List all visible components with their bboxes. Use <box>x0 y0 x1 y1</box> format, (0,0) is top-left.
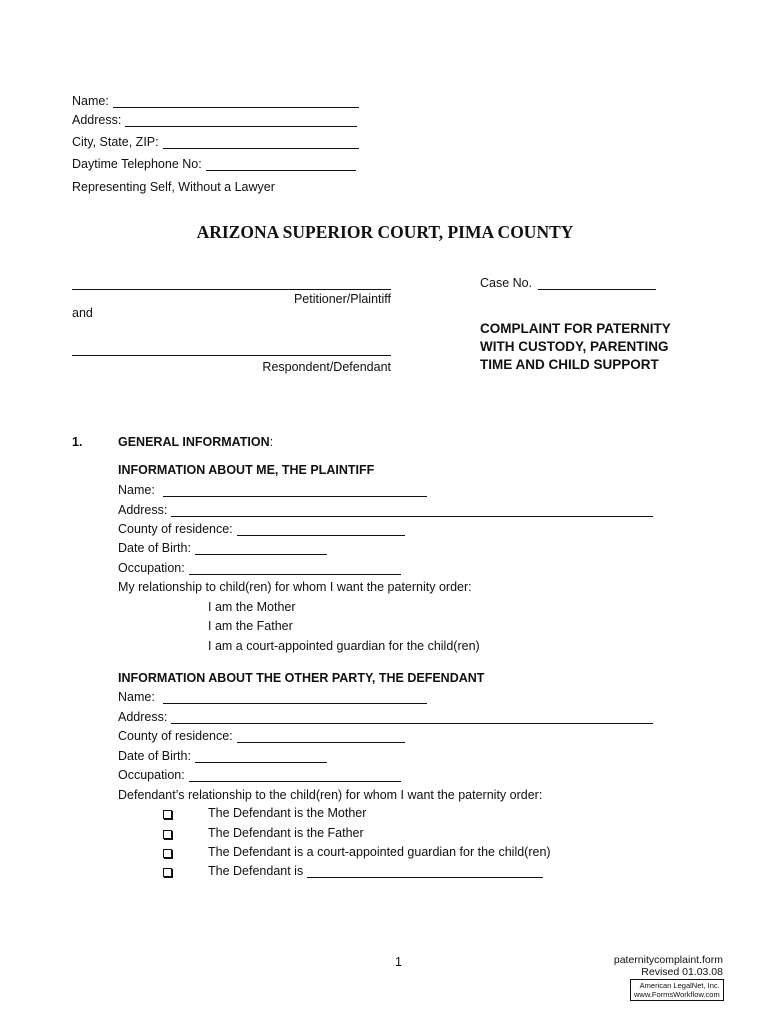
plaintiff-occupation-label: Occupation: <box>118 561 185 575</box>
header-phone-label: Daytime Telephone No: <box>72 157 202 171</box>
plaintiff-dob-line[interactable] <box>195 542 327 555</box>
respondent-line[interactable] <box>72 355 391 356</box>
defendant-name-label: Name: <box>118 690 155 704</box>
defendant-address-label: Address: <box>118 710 168 724</box>
defendant-name-field <box>118 690 427 704</box>
petitioner-label: Petitioner/Plaintiff <box>293 292 391 306</box>
section-heading-text: GENERAL INFORMATION <box>118 435 270 449</box>
defendant-option-father[interactable]: The Defendant is the Father <box>208 826 364 840</box>
plaintiff-county-label: County of residence: <box>118 522 233 536</box>
plaintiff-occupation-line[interactable] <box>189 562 401 575</box>
plaintiff-name-label: Name: <box>118 483 155 497</box>
defendant-heading: INFORMATION ABOUT THE OTHER PARTY, THE DEFENDANT <box>118 671 485 685</box>
plaintiff-option-guardian[interactable]: I am a court-appointed guardian for the child(ren) <box>208 639 480 653</box>
plaintiff-county-field <box>118 522 405 536</box>
defendant-county-line[interactable] <box>237 730 405 743</box>
defendant-dob-line[interactable] <box>195 750 327 763</box>
checkbox-defendant-mother[interactable] <box>163 810 172 819</box>
court-title: ARIZONA SUPERIOR COURT, PIMA COUNTY <box>196 222 574 242</box>
checkbox-defendant-guardian[interactable] <box>163 849 172 858</box>
respondent-label: Respondent/Defendant <box>262 360 391 374</box>
header-name-line[interactable] <box>113 95 359 108</box>
checkbox-defendant-father[interactable] <box>163 830 172 839</box>
plaintiff-name-field <box>118 483 427 497</box>
header-phone-field <box>72 157 356 171</box>
defendant-address-line[interactable] <box>171 711 653 724</box>
defendant-option-mother[interactable]: The Defendant is the Mother <box>208 806 367 820</box>
case-no-label: Case No. <box>480 276 533 290</box>
defendant-option-guardian[interactable]: The Defendant is a court-appointed guardian for the child(ren) <box>208 845 551 859</box>
plaintiff-name-line[interactable] <box>163 484 427 497</box>
defendant-option-other[interactable]: The Defendant is <box>208 864 304 878</box>
stamp-line-2: www.FormsWorkflow.com <box>634 990 720 999</box>
plaintiff-option-mother[interactable]: I am the Mother <box>208 600 296 614</box>
header-address-label: Address: <box>72 113 122 127</box>
plaintiff-address-line[interactable] <box>171 504 653 517</box>
representing-text: Representing Self, Without a Lawyer <box>72 180 275 194</box>
page-number: 1 <box>395 955 402 969</box>
header-address-line[interactable] <box>125 114 357 127</box>
plaintiff-heading: INFORMATION ABOUT ME, THE PLAINTIFF <box>118 463 375 477</box>
and-text: and <box>72 306 93 320</box>
defendant-occupation-field <box>118 768 401 782</box>
plaintiff-address-field <box>118 503 653 517</box>
case-no-field <box>480 276 656 290</box>
plaintiff-address-label: Address: <box>118 503 168 517</box>
defendant-county-label: County of residence: <box>118 729 233 743</box>
defendant-dob-label: Date of Birth: <box>118 749 191 763</box>
complaint-title-line-3: TIME AND CHILD SUPPORT <box>480 357 659 372</box>
header-address-field <box>72 113 357 127</box>
header-name-label: Name: <box>72 94 109 108</box>
section-heading-colon: : <box>269 435 274 449</box>
section-heading <box>118 435 273 449</box>
defendant-relationship-prompt: Defendant’s relationship to the child(ren) for whom I want the paternity order: <box>118 788 543 802</box>
petitioner-line[interactable] <box>72 289 391 290</box>
header-city-line[interactable] <box>163 136 359 149</box>
section-number: 1. <box>72 435 83 449</box>
plaintiff-dob-field <box>118 541 327 555</box>
defendant-other-line[interactable] <box>307 865 543 878</box>
header-city-field <box>72 135 359 149</box>
legalnet-stamp <box>630 979 724 1001</box>
checkbox-defendant-other[interactable] <box>163 868 172 877</box>
plaintiff-county-line[interactable] <box>237 523 405 536</box>
defendant-occupation-label: Occupation: <box>118 768 185 782</box>
header-name-field <box>72 94 359 108</box>
defendant-county-field <box>118 729 405 743</box>
complaint-title-line-2: WITH CUSTODY, PARENTING <box>480 339 669 354</box>
stamp-line-1: American LegalNet, Inc. <box>639 981 720 990</box>
plaintiff-option-father[interactable]: I am the Father <box>208 619 293 633</box>
defendant-dob-field <box>118 749 327 763</box>
header-phone-line[interactable] <box>206 158 356 171</box>
plaintiff-occupation-field <box>118 561 401 575</box>
defendant-option-other-field <box>208 864 543 878</box>
complaint-title-line-1: COMPLAINT FOR PATERNITY <box>480 321 671 336</box>
plaintiff-relationship-prompt: My relationship to child(ren) for whom I want the paternity order: <box>118 580 472 594</box>
header-city-label: City, State, ZIP: <box>72 135 159 149</box>
defendant-address-field <box>118 710 653 724</box>
revised-date: Revised 01.03.08 <box>641 966 723 978</box>
plaintiff-dob-label: Date of Birth: <box>118 541 191 555</box>
footer-form-info <box>560 954 723 978</box>
form-name: paternitycomplaint.form <box>613 954 723 966</box>
case-no-line[interactable] <box>538 277 656 290</box>
defendant-occupation-line[interactable] <box>189 769 401 782</box>
defendant-name-line[interactable] <box>163 691 427 704</box>
complaint-title <box>480 320 671 374</box>
